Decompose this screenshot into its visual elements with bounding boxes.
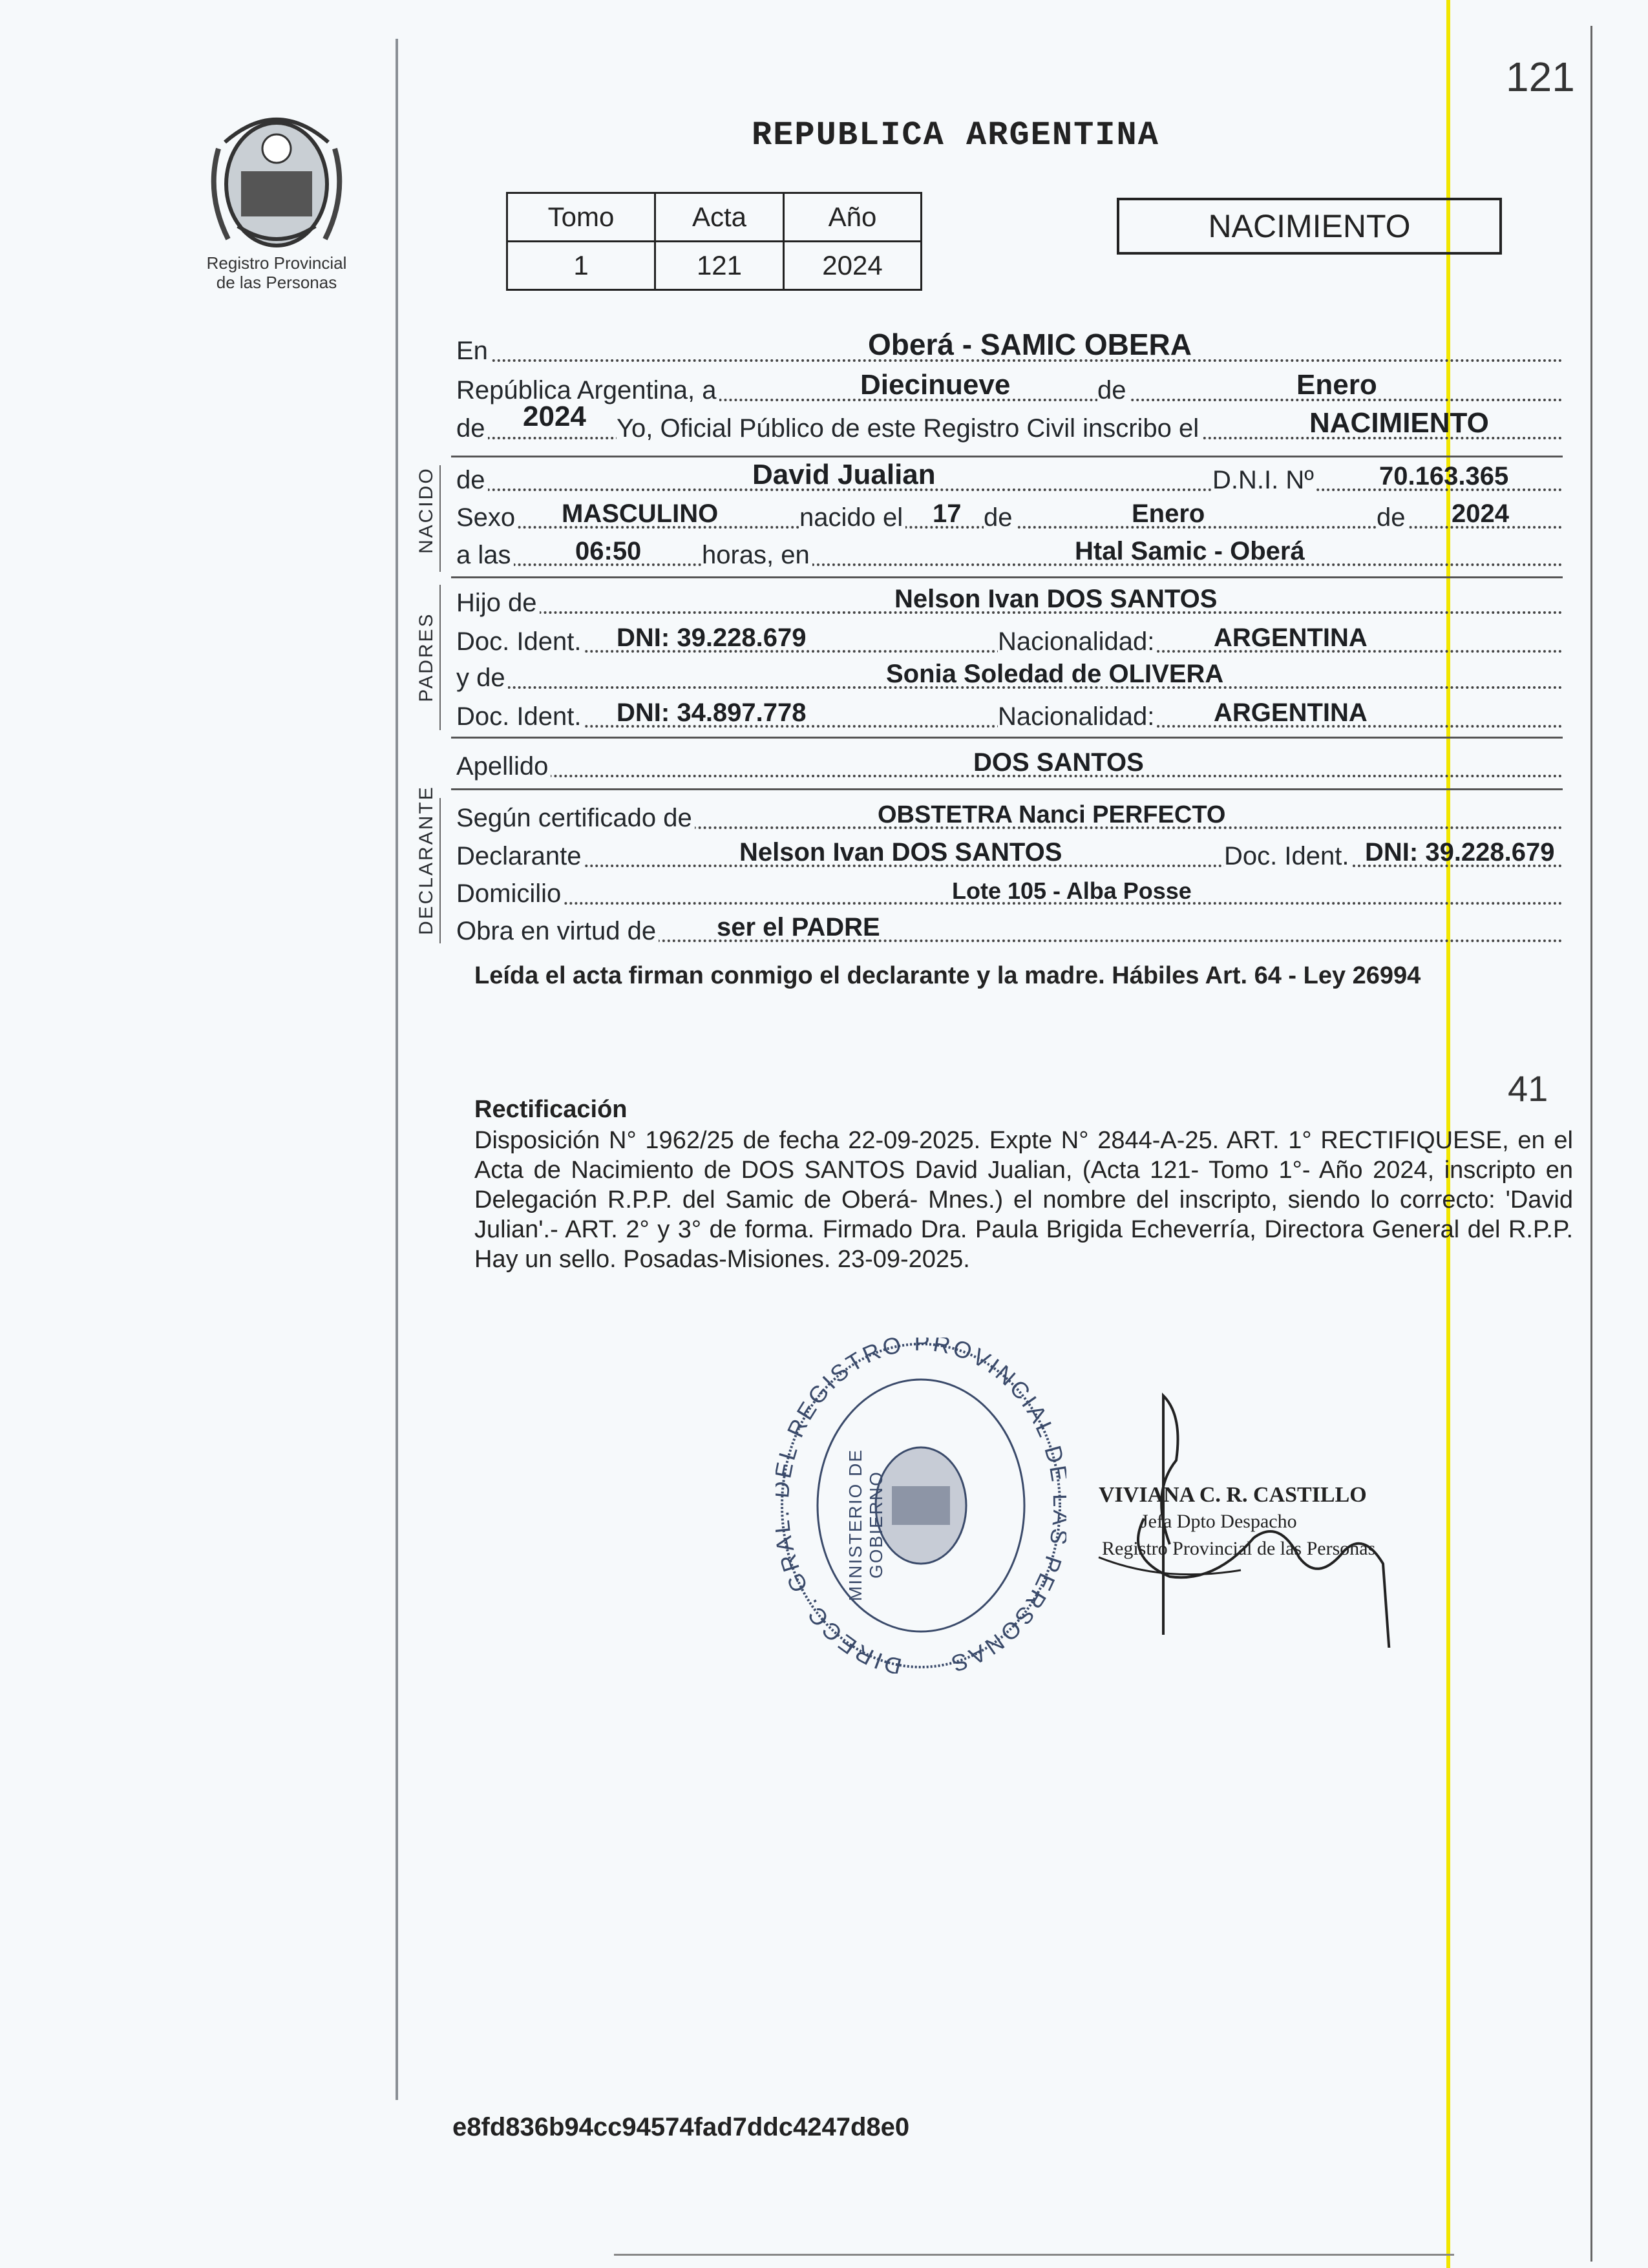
value-father-doc: DNI: 39.228.679 xyxy=(617,624,807,652)
label-dni: D.N.I. Nº xyxy=(1212,466,1316,495)
value-birth-time: 06:50 xyxy=(575,537,642,565)
label-doc-ident-2: Doc. Ident. xyxy=(456,702,584,731)
value-month: Enero xyxy=(1296,369,1377,401)
label-sexo: Sexo xyxy=(456,503,518,532)
section-bar xyxy=(439,465,441,572)
table-header-anio: Año xyxy=(784,193,922,242)
label-domicilio: Domicilio xyxy=(456,879,564,908)
row-certificado xyxy=(456,798,1563,837)
divider xyxy=(451,456,1563,457)
left-margin-line xyxy=(396,39,398,2100)
value-place: Oberá - SAMIC OBERA xyxy=(868,328,1192,361)
row-mother-doc xyxy=(456,697,1563,735)
value-birth-month: Enero xyxy=(1132,499,1205,528)
value-birth-year: 2024 xyxy=(1452,499,1509,528)
seal-inner-text: MINISTERIO DE GOBIERNO xyxy=(845,1449,886,1602)
page-number: 121 xyxy=(1506,54,1575,100)
label-de-3: de xyxy=(984,503,1015,532)
value-father-name: Nelson Ivan DOS SANTOS xyxy=(894,585,1218,613)
table-value-anio: 2024 xyxy=(784,242,922,290)
row-domicilio xyxy=(456,874,1563,912)
divider xyxy=(451,576,1563,578)
label-horas: horas, en xyxy=(702,541,812,570)
label-de: de xyxy=(1097,376,1129,405)
value-birth-day: 17 xyxy=(933,499,962,528)
section-bar xyxy=(439,585,441,730)
signature-role: Jefa Dpto Despacho xyxy=(1141,1511,1297,1532)
row-sexo xyxy=(456,498,1563,536)
logo-caption xyxy=(194,253,359,292)
value-domicilio: Lote 105 - Alba Posse xyxy=(952,877,1192,904)
value-child-name: David Jualian xyxy=(752,459,936,490)
rectificacion-title: Rectificación xyxy=(474,1096,628,1123)
section-bar xyxy=(439,798,441,943)
value-mother-nationality: ARGENTINA xyxy=(1214,698,1368,727)
divider xyxy=(451,737,1563,739)
section-label-nacido: NACIDO xyxy=(416,467,437,554)
label-y-de: y de xyxy=(456,664,508,693)
label-de-nacido: de xyxy=(456,466,488,495)
value-obra: ser el PADRE xyxy=(717,913,880,941)
value-birth-place: Htal Samic - Oberá xyxy=(1075,537,1305,565)
label-certificado: Según certificado de xyxy=(456,804,695,833)
label-hijo-de: Hijo de xyxy=(456,589,540,618)
row-obra xyxy=(456,911,1563,950)
label-obra: Obra en virtud de xyxy=(456,917,659,946)
annotation-number: 41 xyxy=(1508,1068,1548,1109)
logo-caption-line1: Registro Provincial xyxy=(206,253,347,273)
label-a-las: a las xyxy=(456,541,514,570)
divider xyxy=(451,788,1563,790)
document-title: REPUBLICA ARGENTINA xyxy=(752,116,1159,154)
act-type-box: NACIMIENTO xyxy=(1117,198,1502,255)
value-certificado: OBSTETRA Nanci PERFECTO xyxy=(878,801,1226,828)
table-value-acta: 121 xyxy=(655,242,784,290)
section-label-declarante: DECLARANTE xyxy=(416,785,437,935)
rectificacion-body: Disposición N° 1962/25 de fecha 22-09-2025. Expte N° 2844-A-25. ART. 1° RECTIFIQUESE, en el Acta de Nacimiento de DOS SANTOS David Jualian, (Acta 121- Tomo 1°- Año 2024, inscripto en Delegación R.P.P. del Samic de Oberá- Mnes.) el nombre del inscripto, siendo lo correcto: 'David Julian'.- ART. 2° y 3° de forma. Firmado Dra. Paula Brigida Echeverría, Directora General del R.P.P. Hay un sello. Posadas-Misiones. 23-09-2025. xyxy=(474,1127,1573,1273)
signature-org: Registro Provincial de las Personas xyxy=(1102,1538,1376,1559)
row-oficial xyxy=(456,401,1563,447)
row-declarante xyxy=(456,836,1563,875)
value-father-nationality: ARGENTINA xyxy=(1214,624,1368,652)
value-apellido: DOS SANTOS xyxy=(973,748,1144,777)
label-doc-ident: Doc. Ident. xyxy=(456,627,584,656)
table-header-tomo: Tomo xyxy=(507,193,655,242)
label-de-2: de xyxy=(456,414,488,443)
label-nacido-el: nacido el xyxy=(799,503,905,532)
official-seal xyxy=(776,1338,1066,1674)
value-year: 2024 xyxy=(523,401,586,432)
label-en: En xyxy=(456,337,491,366)
province-logo xyxy=(206,103,348,258)
signature-name: VIVIANA C. R. CASTILLO xyxy=(1099,1483,1367,1507)
document-hash: e8fd836b94cc94574fad7ddc4247d8e0 xyxy=(452,2113,910,2141)
label-declarante: Declarante xyxy=(456,842,584,871)
registry-table xyxy=(506,192,922,291)
value-mother-doc: DNI: 34.897.778 xyxy=(617,698,807,727)
seal-outer-text: DIRECC. GR L REGISTRO PROVINCIAL PERSONAS xyxy=(776,1338,1066,1674)
section-label-padres: PADRES xyxy=(416,612,437,702)
value-declarante-name: Nelson Ivan DOS SANTOS xyxy=(739,838,1062,866)
row-apellido xyxy=(456,746,1563,785)
label-de-4: de xyxy=(1377,503,1408,532)
value-child-dni: 70.163.365 xyxy=(1379,462,1509,490)
label-republica: República Argentina, a xyxy=(456,376,719,405)
row-republica xyxy=(456,370,1563,409)
value-day-word: Diecinueve xyxy=(860,369,1011,401)
row-father-doc xyxy=(456,622,1563,660)
table-header-acta: Acta xyxy=(655,193,784,242)
value-sexo: MASCULINO xyxy=(562,499,719,528)
label-nacionalidad-2: Nacionalidad: xyxy=(998,702,1157,731)
label-doc-ident-3: Doc. Ident. xyxy=(1224,842,1351,871)
value-mother-name: Sonia Soledad de OLIVERA xyxy=(886,660,1224,688)
value-act-type: NACIMIENTO xyxy=(1309,407,1489,439)
row-a-las xyxy=(456,535,1563,574)
logo-caption-line2: de las Personas xyxy=(216,273,337,292)
row-hijo-de xyxy=(456,583,1563,622)
label-apellido: Apellido xyxy=(456,752,551,781)
label-nacionalidad: Nacionalidad: xyxy=(998,627,1157,656)
bottom-rule xyxy=(614,2254,1454,2256)
closing-text: Leída el acta firman conmigo el declarante y la madre. Hábiles Art. 64 - Ley 26994 xyxy=(474,962,1421,989)
label-oficial: Yo, Oficial Público de este Registro Civil inscribo el xyxy=(617,414,1201,443)
row-en xyxy=(456,328,1563,370)
table-value-tomo: 1 xyxy=(507,242,655,290)
value-declarante-doc: DNI: 39.228.679 xyxy=(1365,838,1555,866)
right-margin-line xyxy=(1590,26,1592,2262)
row-y-de xyxy=(456,658,1563,697)
row-nacido-name xyxy=(456,460,1563,499)
